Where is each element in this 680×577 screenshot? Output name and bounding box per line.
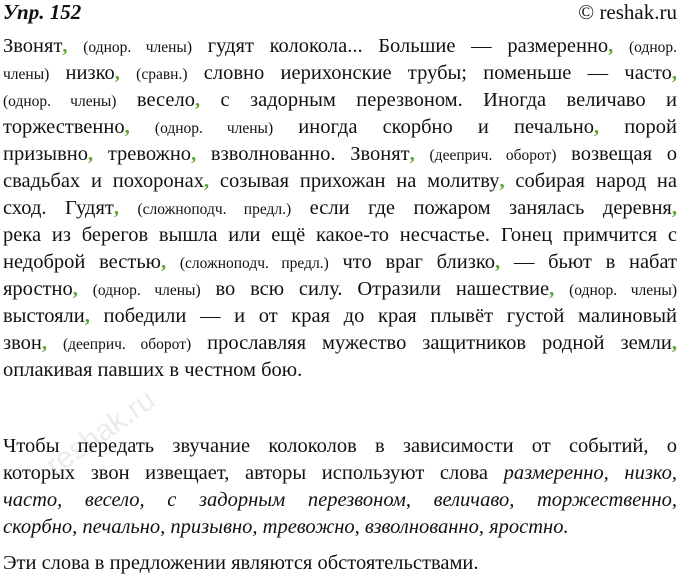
text-segment: Эти слова в предложении являются обстоятельствами. <box>3 552 479 574</box>
text-segment: тревожно <box>93 143 192 165</box>
highlighted-comma: , <box>549 278 555 300</box>
grammar-note: (однор. члены) <box>3 93 117 110</box>
text-line <box>3 460 677 487</box>
watermark: reshak.ru <box>40 383 162 483</box>
text-segment: созывая прихожан на молитву <box>209 170 500 192</box>
highlighted-comma: , <box>41 332 47 354</box>
text-segment: звон <box>3 332 42 354</box>
text-line <box>3 433 677 460</box>
text-segment: что враг близко <box>328 251 495 273</box>
text-line <box>3 249 677 276</box>
highlighted-comma: , <box>495 251 501 273</box>
exercise-header <box>3 0 677 30</box>
grammar-note: (однор. члены) <box>569 282 678 299</box>
grammar-note: (сложноподч. предл.) <box>137 201 292 218</box>
text-segment: — бьют в набат <box>500 251 677 273</box>
grammar-note: (однор. члены) <box>92 282 201 299</box>
text-segment <box>166 251 180 273</box>
italic-examples: часто, весело, с задорным перезвоном, величаво, торжественно, <box>3 489 677 511</box>
text-line <box>3 195 677 222</box>
highlighted-comma: , <box>113 197 119 219</box>
text-segment <box>415 143 430 165</box>
exercise-title: Упр. 152 <box>3 0 82 24</box>
highlighted-comma: , <box>409 143 415 165</box>
highlighted-comma: , <box>671 197 677 219</box>
grammar-note: (однор. члены) <box>83 39 193 56</box>
text-segment: иногда скорбно и печально <box>273 116 595 138</box>
highlighted-comma: , <box>499 170 505 192</box>
text-segment: взволнованно. Звонят <box>196 143 410 165</box>
highlighted-comma: , <box>194 89 201 111</box>
highlighted-comma: , <box>594 116 600 138</box>
text-line <box>3 141 677 168</box>
text-segment: словно иерихонские трубы; поменьше — часто <box>187 62 672 84</box>
text-segment <box>119 197 138 219</box>
text-line <box>3 33 677 60</box>
text-segment <box>130 116 155 138</box>
text-line <box>3 303 677 330</box>
text-segment: собирая народ на <box>504 170 677 192</box>
text-segment: весело <box>116 89 195 111</box>
text-segment <box>554 278 569 300</box>
text-segment: победили — и от края до края плывёт густой малиновый <box>89 305 677 327</box>
grammar-note: члены) <box>3 66 50 83</box>
text-segment: гудят колокола... Большие — размеренно <box>192 35 609 57</box>
text-segment: если где пожаром занялась деревня <box>291 197 672 219</box>
text-line <box>3 222 677 249</box>
text-segment <box>120 62 136 84</box>
grammar-note: (дееприч. оборот) <box>429 147 557 164</box>
text-line <box>3 550 677 577</box>
highlighted-comma: , <box>161 251 167 273</box>
highlighted-comma: , <box>203 170 210 192</box>
annotated-text <box>3 33 677 384</box>
conclusion-paragraph <box>3 550 677 577</box>
highlighted-comma: , <box>671 62 677 84</box>
highlighted-comma: , <box>191 143 197 165</box>
text-line <box>3 168 677 195</box>
highlighted-comma: , <box>124 116 130 138</box>
text-segment: недоброй вестью <box>3 251 161 273</box>
text-line <box>3 487 677 514</box>
text-segment: возвещая о <box>556 143 678 165</box>
text-segment: Звонят <box>3 35 63 57</box>
text-segment: которых звон извещает, авторы используют слова <box>3 462 504 484</box>
grammar-note: (дееприч. оборот) <box>62 336 192 353</box>
text-segment: оплакивая павших в честном бою. <box>3 359 303 381</box>
text-segment: с задорным перезвоном. Иногда величаво и <box>200 89 677 111</box>
italic-examples: скорбно, печально, призывно, тревожно, взволнованно, яростно. <box>3 516 569 538</box>
text-segment: призывно <box>3 143 88 165</box>
grammar-note: (однор. члены) <box>154 120 274 137</box>
highlighted-comma: , <box>62 35 68 57</box>
text-segment <box>68 35 84 57</box>
italic-examples: размеренно, низко, <box>503 462 677 484</box>
text-line <box>3 60 677 87</box>
text-segment: прославляя мужество защитников родной земли <box>191 332 672 354</box>
grammar-note: (сравн.) <box>136 66 188 83</box>
text-segment: торжественно <box>3 116 125 138</box>
grammar-note: (сложноподч. предл.) <box>179 255 329 272</box>
highlighted-comma: , <box>114 62 120 84</box>
text-segment: река из берегов вышла или ещё какое-то несчастье. Гонец примчится с <box>3 224 677 246</box>
text-line <box>3 330 677 357</box>
text-segment: Чтобы передать звучание колоколов в зависимости от событий, о <box>3 435 677 457</box>
text-segment: порой <box>599 116 677 138</box>
text-line <box>3 514 677 541</box>
highlighted-comma: , <box>72 278 78 300</box>
text-line <box>3 114 677 141</box>
explanation-paragraph <box>3 433 677 541</box>
site-credit: © reshak.ru <box>578 0 677 24</box>
text-segment: во всю силу. Отразили нашествие <box>200 278 550 300</box>
text-segment: свадьбах и похоронах <box>3 170 204 192</box>
text-segment: низко <box>49 62 115 84</box>
text-line <box>3 357 677 384</box>
highlighted-comma: , <box>84 305 90 327</box>
highlighted-comma: , <box>87 143 94 165</box>
text-segment: сход. Гудят <box>3 197 114 219</box>
grammar-note: (однор. <box>628 39 678 56</box>
text-segment <box>47 332 63 354</box>
text-line <box>3 87 677 114</box>
highlighted-comma: , <box>671 332 677 354</box>
text-segment: яростно <box>3 278 73 300</box>
text-segment <box>78 278 93 300</box>
text-segment: выстояли <box>3 305 85 327</box>
text-segment <box>613 35 629 57</box>
text-line <box>3 276 677 303</box>
highlighted-comma: , <box>608 35 614 57</box>
